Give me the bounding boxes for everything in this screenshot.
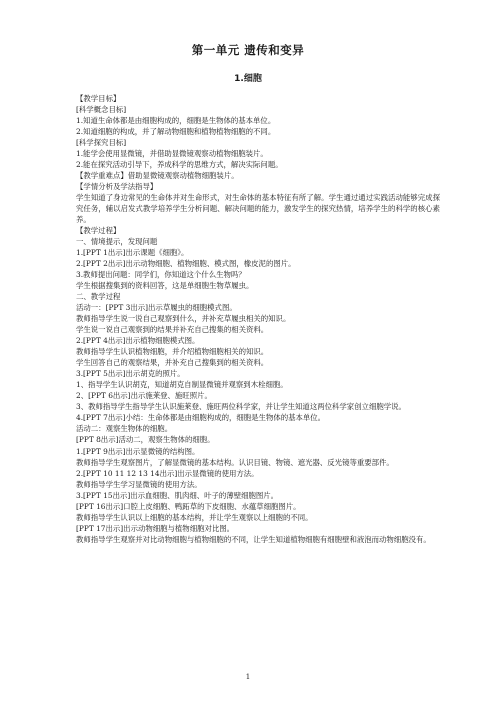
text-line: 教师指导学生学习显微镜的使用方法。 <box>76 479 202 489</box>
text-line: 【教学过程】 <box>76 226 121 236</box>
document-body <box>60 93 440 545</box>
text-line: 1.[PPT 1出示]出示课题《细胞》。 <box>76 248 189 258</box>
text-line: 活动一：[PPT 3出示]出示草履虫的细胞模式图。 <box>76 303 237 313</box>
text-line: 4.[PPT 7出示]小结：生命体都是由细胞构成的，细胞是生物体的基本单位。 <box>76 413 326 423</box>
text-line: 2.知道细胞的构成，并了解动物细胞和植物植物细胞的不同。 <box>76 127 276 137</box>
page-title: 第一单元 遗传和变异 <box>191 43 305 57</box>
text-line: 1.知道生命体都是由细胞构成的，细胞是生物体的基本单位。 <box>76 116 276 126</box>
text-line: [PPT 17出示]出示动物细胞与植物细胞对比图。 <box>76 523 235 533</box>
text-line: 3.[PPT 15出示]出示血细胞、肌肉细、叶子的薄壁细胞图片。 <box>76 490 279 500</box>
section-subtitle: 1.细胞 <box>234 74 262 84</box>
text-line: [科学概念目标] <box>76 105 127 115</box>
text-line: 二、教学过程 <box>76 292 121 302</box>
text-line: 2.[PPT 2出示]出示动物细胞、植物细胞、模式图，橡皮泥的图片。 <box>76 259 296 269</box>
text-line: 2.[PPT 10 11 12 13 14出示]出示显微镜的使用方法。 <box>76 468 259 478</box>
text-line: [PPT 8出示]活动二，观察生物体的细胞。 <box>76 435 215 445</box>
paragraph: 3、教师指导学生指导学生认识施莱登、施旺两位科学家，并让学生知道这两位科学家创立细胞学说。 <box>76 402 406 412</box>
text-line: [科学探究目标] <box>76 138 127 148</box>
text-line: 学生根据搜集到的资料回答，这是单细胞生物草履虫。 <box>76 281 254 291</box>
text-line: 1.能学会使用显微镜，并借助显微镜观察动植物细胞装片。 <box>76 149 268 159</box>
text-line: 【教学重难点】借助显微镜观察动植物细胞装片。 <box>76 171 239 181</box>
page-number: 1 <box>245 673 251 681</box>
text-line: 3.[PPT 5出示]出示胡克的照片。 <box>76 369 185 379</box>
text-line: 2、[PPT 6出示]出示施莱登、施旺照片。 <box>76 391 212 401</box>
text-line: 1.[PPT 9出示]出示显微镜的结构图。 <box>76 446 200 456</box>
text-line: 一、情境提示，发现问题 <box>76 237 158 247</box>
text-line: 1、指导学生认识胡克，知道胡克自制显微镜并观察到木栓细胞。 <box>76 380 288 390</box>
text-line: 【教学目标】 <box>76 94 121 103</box>
paragraph: 教师指导学生观察图片，了解显微镜的基本结构。认识目镜、物镜、遮光器、反光镜等重要部件。 <box>76 457 394 467</box>
paragraph: 学生知道了身边常见的生命体并对生命形式，对生命体的基本特征有所了解。学生通过通过实践活动能够完成探究任务，辅以启发式教学培养学生分析问题、解决问题的能力，激发学生的探究热情，培养学生的科学的核心素养。 <box>76 193 440 225</box>
text-line: 2.[PPT 4出示]出示植物细胞模式图。 <box>76 336 200 346</box>
text-line: 学生回答自己的观察结果，并补充自己搜集到的相关资料。 <box>76 358 269 368</box>
text-line: 【学情分析及学法指导】 <box>76 182 158 192</box>
text-line: 教师指导学生说一说自己观察到什么，并补充草履虫相关的知识。 <box>76 314 291 324</box>
text-line: 3.教师提出问题：同学们，你知道这个什么生物吗？ <box>76 270 246 280</box>
text-line: 教师指导学生认识植物细胞，并介绍植物细胞相关的知识。 <box>76 347 269 357</box>
text-line: 2.能在探究活动引导下，养成科学的思维方式，解决实际问题。 <box>76 160 283 170</box>
text-line: 教师指导学生认识以上细胞的基本结构，并让学生观察以上细胞的不同。 <box>76 512 313 522</box>
text-line: 活动二：观察生物体的细胞。 <box>76 424 173 434</box>
text-line: [PPT 16出示]口腔上皮细胞、鸭跖草的下皮细胞、水蕴草细胞图片。 <box>76 501 301 511</box>
text-line: 学生说一说自己观察到的结果并补充自己搜集的相关资料。 <box>76 325 269 335</box>
paragraph: 教师指导学生观察并对比动物细胞与植物细胞的不同，让学生知道植物细胞有细胞壁和液泡而动物细胞没有。 <box>76 534 431 544</box>
